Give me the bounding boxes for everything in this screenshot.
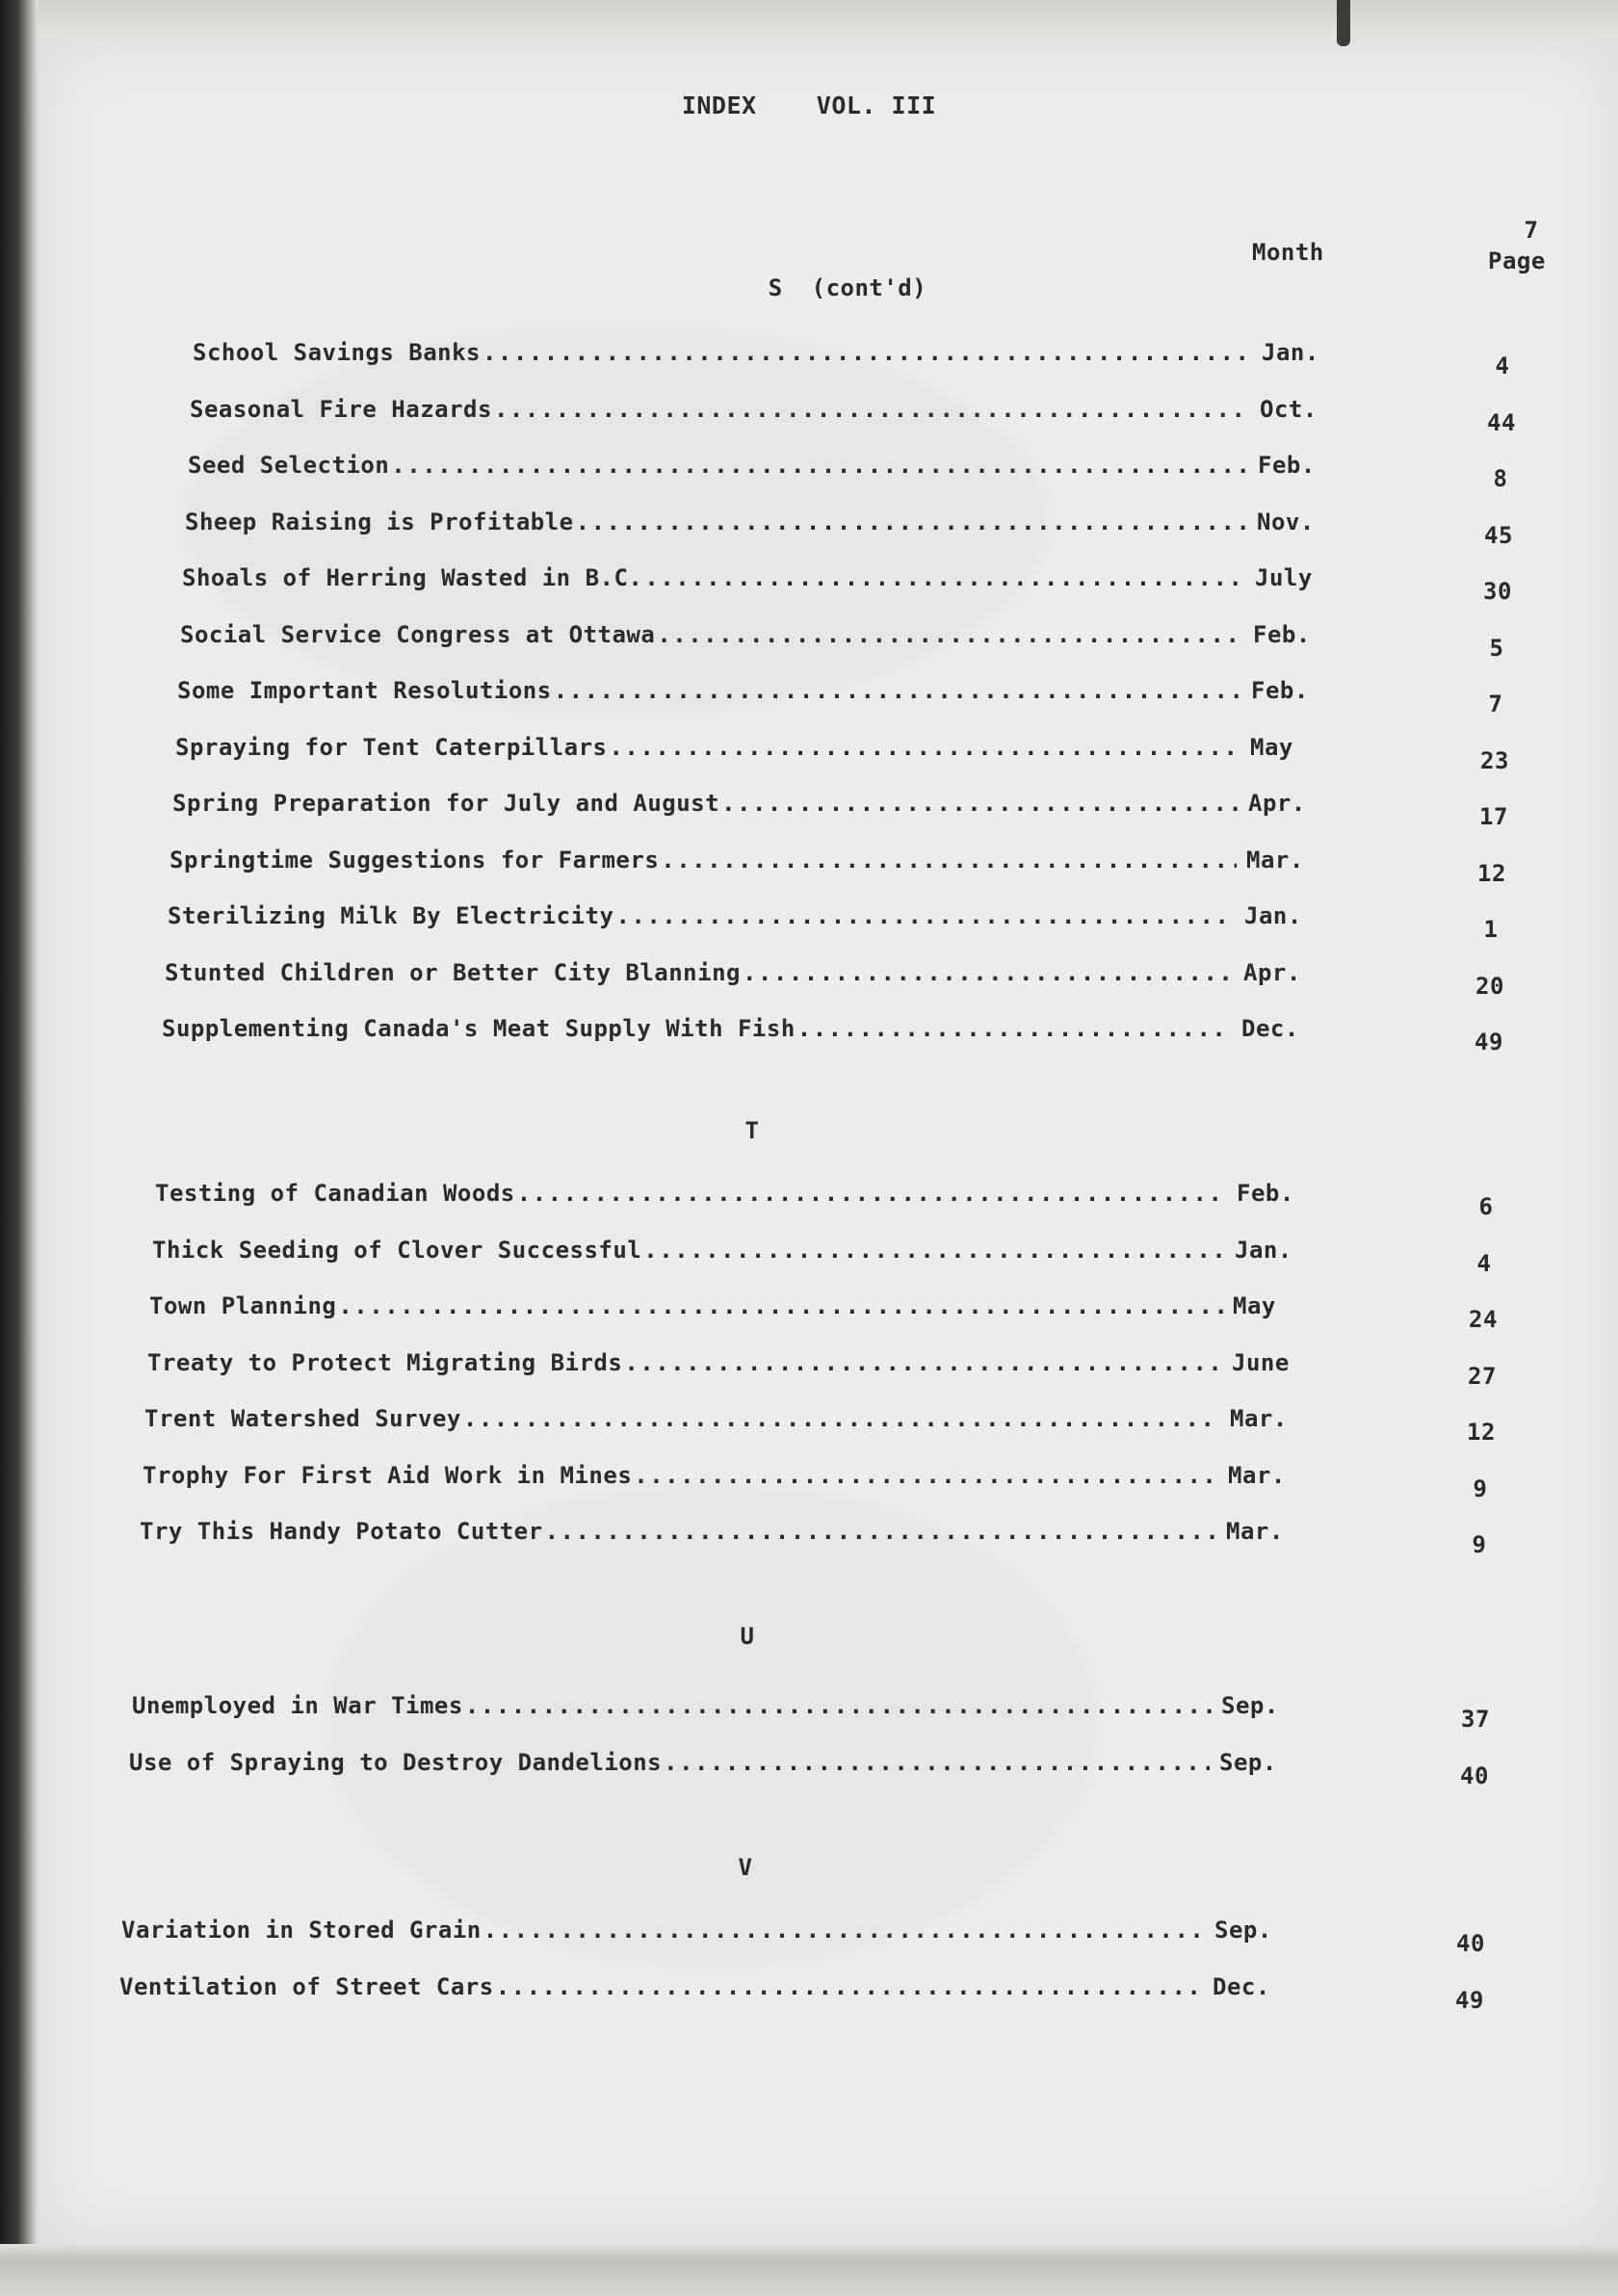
dot-leader [463,1405,1220,1432]
entry-title: Spraying for Tent Caterpillars [175,734,608,761]
entry-title: Town Planning [149,1292,337,1319]
index-entry [190,396,1337,429]
index-entry [193,339,1339,372]
dot-leader [465,1692,1212,1719]
entry-page-number: 40 [1456,1930,1485,1957]
entry-page-number: 12 [1477,860,1506,887]
entry-page-number: 8 [1493,465,1508,492]
index-entry [144,1405,1307,1438]
entry-month: Jan. [1244,902,1302,929]
entry-month: Jan. [1262,339,1319,366]
entry-month: Apr. [1243,959,1301,986]
dot-leader [797,1015,1232,1042]
index-entry [129,1749,1296,1782]
index-entry [152,1237,1312,1269]
index-entry [170,847,1323,879]
entry-month: Jan. [1235,1237,1292,1264]
entry-month: May [1250,734,1293,761]
entry-page-number: 44 [1487,409,1516,436]
entry-page-number: 7 [1488,691,1503,718]
entry-month: Dec. [1241,1015,1299,1042]
entry-month: Feb. [1237,1180,1294,1207]
entry-page-number: 49 [1455,1987,1484,2014]
entry-title: Use of Spraying to Destroy Dandelions [129,1749,663,1776]
index-entry [182,564,1332,597]
index-entry [155,1180,1314,1213]
dot-leader [643,1237,1225,1264]
dot-leader [657,621,1243,648]
index-entry [140,1518,1303,1551]
index-title: INDEX VOL. III [681,91,937,119]
entry-title: Seed Selection [188,452,390,479]
entry-title: Try This Handy Potato Cutter [140,1518,543,1545]
entry-month: June [1232,1349,1290,1376]
entry-title: Shoals of Herring Wasted in B.C. [182,564,643,591]
entry-month: Mar. [1246,847,1304,874]
entry-page-number: 27 [1468,1363,1497,1390]
entry-title: Springtime Suggestions for Farmers [170,847,660,874]
entry-page-number: 9 [1473,1475,1488,1502]
section-letter: V [738,1854,753,1881]
entry-month: Feb. [1251,677,1309,704]
entry-page-number: 20 [1475,973,1504,1000]
entry-month: Sep. [1219,1749,1277,1776]
entry-month: Feb. [1258,452,1316,479]
section-letter: T [744,1117,760,1144]
entry-page-number: 1 [1483,916,1499,943]
entry-month: July [1255,564,1313,591]
entry-month: Mar. [1230,1405,1288,1432]
index-entry [177,677,1328,710]
page-top-edge [39,0,1618,42]
dot-leader [743,959,1234,986]
index-entry [168,902,1321,935]
entry-page-number: 12 [1467,1419,1496,1446]
dot-leader [494,396,1250,423]
entry-month: Mar. [1228,1462,1286,1489]
entry-title: Trophy For First Aid Work in Mines [143,1462,633,1489]
index-entry [175,734,1327,767]
dot-leader [634,1462,1218,1489]
dot-leader [609,734,1240,761]
entry-title: Thick Seeding of Clover Successful [152,1237,642,1264]
entry-month: Oct. [1260,396,1318,423]
entry-month: Apr. [1248,790,1306,817]
entry-page-number: 5 [1489,635,1504,662]
entry-title: Social Service Congress at Ottawa [180,621,656,648]
entry-title: School Savings Banks [193,339,481,366]
dot-leader [721,790,1239,817]
dot-leader [483,1917,1205,1944]
entry-page-number: 9 [1472,1531,1487,1558]
dot-leader [554,677,1241,704]
section-letter: U [740,1623,755,1650]
entry-page-number: 4 [1495,352,1510,379]
entry-title: Supplementing Canada's Meat Supply With Fish [162,1015,796,1042]
entry-page-number: 24 [1469,1306,1498,1333]
entry-month: Mar. [1226,1518,1284,1545]
dot-leader [496,1973,1203,2000]
entry-page-number: 37 [1461,1706,1490,1733]
index-entry [119,1973,1290,2006]
index-entry [185,509,1334,541]
page-number: 7 [1524,217,1539,244]
entry-page-number: 6 [1478,1193,1494,1220]
index-entry [121,1917,1292,1949]
index-entry [147,1349,1309,1382]
dot-leader [338,1292,1223,1319]
dot-leader [517,1180,1227,1207]
entry-title: Stunted Children or Better City Blanning [165,959,741,986]
entry-month: Dec. [1213,1973,1270,2000]
entry-title: Trent Watershed Survey [144,1405,461,1432]
dot-leader [483,339,1252,366]
index-entry [162,1015,1318,1048]
dot-leader [664,1749,1210,1776]
index-entry [165,959,1320,992]
entry-title: Unemployed in War Times [132,1692,463,1719]
entry-title: Some Important Resolutions [177,677,552,704]
entry-month: Sep. [1221,1692,1279,1719]
index-entry [172,790,1325,822]
entry-title: Treaty to Protect Migrating Birds [147,1349,623,1376]
section-letter: S (cont'd) [768,274,927,301]
index-entry [132,1692,1298,1725]
entry-page-number: 40 [1460,1762,1489,1789]
entry-title: Spring Preparation for July and August [172,790,720,817]
entry-page-number: 23 [1480,747,1509,774]
entry-page-number: 4 [1476,1250,1492,1277]
entry-page-number: 17 [1479,803,1508,830]
entry-page-number: 45 [1484,522,1513,549]
index-entry [188,452,1335,484]
entry-page-number: 49 [1474,1029,1503,1056]
entry-title: Ventilation of Street Cars [119,1973,494,2000]
index-entry [143,1462,1305,1495]
dot-leader [661,847,1237,874]
entry-month: Sep. [1214,1917,1272,1944]
entry-title: Testing of Canadian Woods [155,1180,515,1207]
entry-title: Seasonal Fire Hazards [190,396,492,423]
dot-leader [624,1349,1222,1376]
dot-leader [615,902,1235,929]
month-column-header: Month [1252,239,1324,266]
dot-leader [644,564,1245,591]
entry-month: Feb. [1253,621,1311,648]
dot-leader [545,1518,1216,1545]
dot-leader [391,452,1248,479]
page-column-header: Page [1488,248,1546,274]
entry-title: Variation in Stored Grain [121,1917,482,1944]
index-entry [180,621,1330,654]
dot-leader [576,509,1247,535]
entry-month: Nov. [1257,509,1315,535]
binding-clip-mark [1337,0,1350,46]
entry-page-number: 30 [1483,578,1512,605]
index-entry [149,1292,1310,1325]
page-bottom-edge [0,2244,1618,2296]
entry-title: Sheep Raising is Profitable [185,509,574,535]
entry-month: May [1233,1292,1276,1319]
entry-title: Sterilizing Milk By Electricity [168,902,614,929]
